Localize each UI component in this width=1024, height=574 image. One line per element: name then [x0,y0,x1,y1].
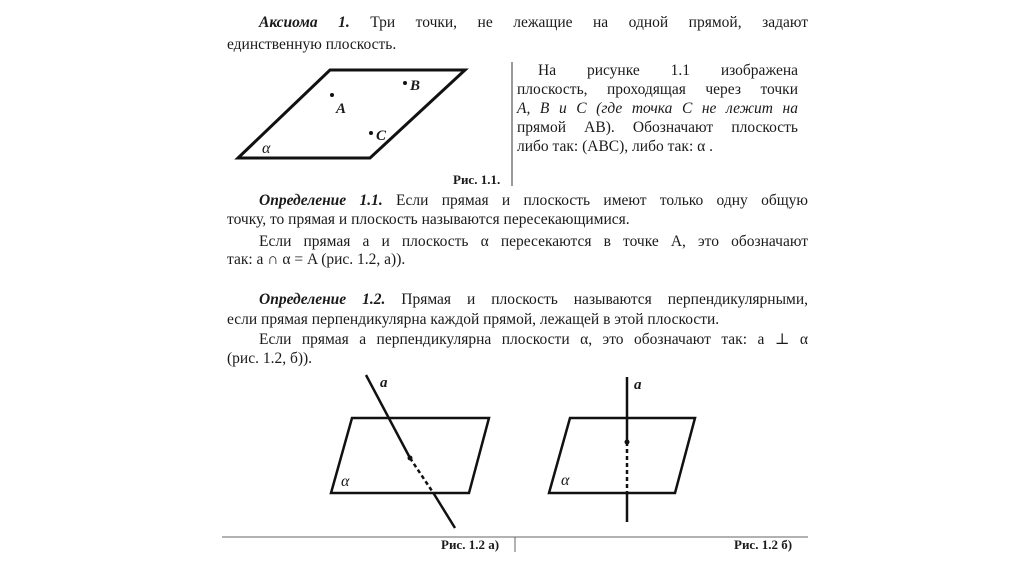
fig11-drawing [238,62,512,186]
label-alpha-fig12b: α [561,472,570,489]
label-line-a-fig12b: a [634,377,642,393]
fig11-text-line-3: A, B и C (где точка C не лежит на [517,100,798,117]
point-b [403,81,407,85]
def12-line-2: если прямая перпендикулярна каждой прямой, лежащей в этой плоскости. [227,311,720,328]
def11-line-2: точку, то прямая и плоскость называются пересекающимися. [227,211,630,228]
fig12a-drawing [331,375,489,528]
def11-line-3: Если прямая a и плоскость α пересекаются в точке A, это обозначают [259,233,808,250]
line-a-hidden [410,458,434,494]
fig11-text-line-5: либо так: (ABC), либо так: α . [517,138,714,155]
def12-line-4: (рис. 1.2, б)). [227,350,313,367]
fig11-text-line-1: На рисунке 1.1 изображена [538,62,798,79]
line-a-visible [366,375,410,458]
label-b: B [410,78,421,94]
fig12b-caption: Рис. 1.2 б) [734,537,793,552]
axiom-title: Аксиома 1. [259,14,350,31]
line-a-below [434,494,455,528]
fig12b-drawing [549,377,695,522]
foot-point [625,440,630,445]
def12-line-3: Если прямая a перпендикулярна плоскости α, это обозначают так: a ⊥ α [259,331,808,348]
label-a: A [336,101,347,117]
fig11-text-line-4: прямой AB). Обозначают плоскость [517,119,798,136]
label-alpha-fig12a: α [341,473,350,490]
label-line-a-fig12a: a [380,375,388,391]
intersection-point [408,456,413,461]
label-alpha-fig11: α [262,140,271,157]
def12-text-1: Прямая и плоскость называются перпендикулярными, [385,291,808,308]
fig12a-caption: Рис. 1.2 а) [441,537,500,552]
plane-b [549,418,695,493]
label-c: C [376,128,387,144]
fig11-caption: Рис. 1.1. [453,172,501,187]
point-c [369,131,373,135]
def11-title: Определение 1.1. [259,192,383,209]
def11-line-4: так: a ∩ α = A (рис. 1.2, а)). [227,251,406,268]
def12-title: Определение 1.2. [259,291,386,308]
axiom-text-1: Три точки, не лежащие на одной прямой, задают [349,14,808,31]
fig11-text-line-2: плоскость, проходящая через точки [517,81,798,98]
axiom-line-2: единственную плоскость. [227,36,397,53]
plane-abc [238,70,465,158]
point-a [330,93,334,97]
def11-text-1: Если прямая и плоскость имеют только одну общую [382,192,808,209]
